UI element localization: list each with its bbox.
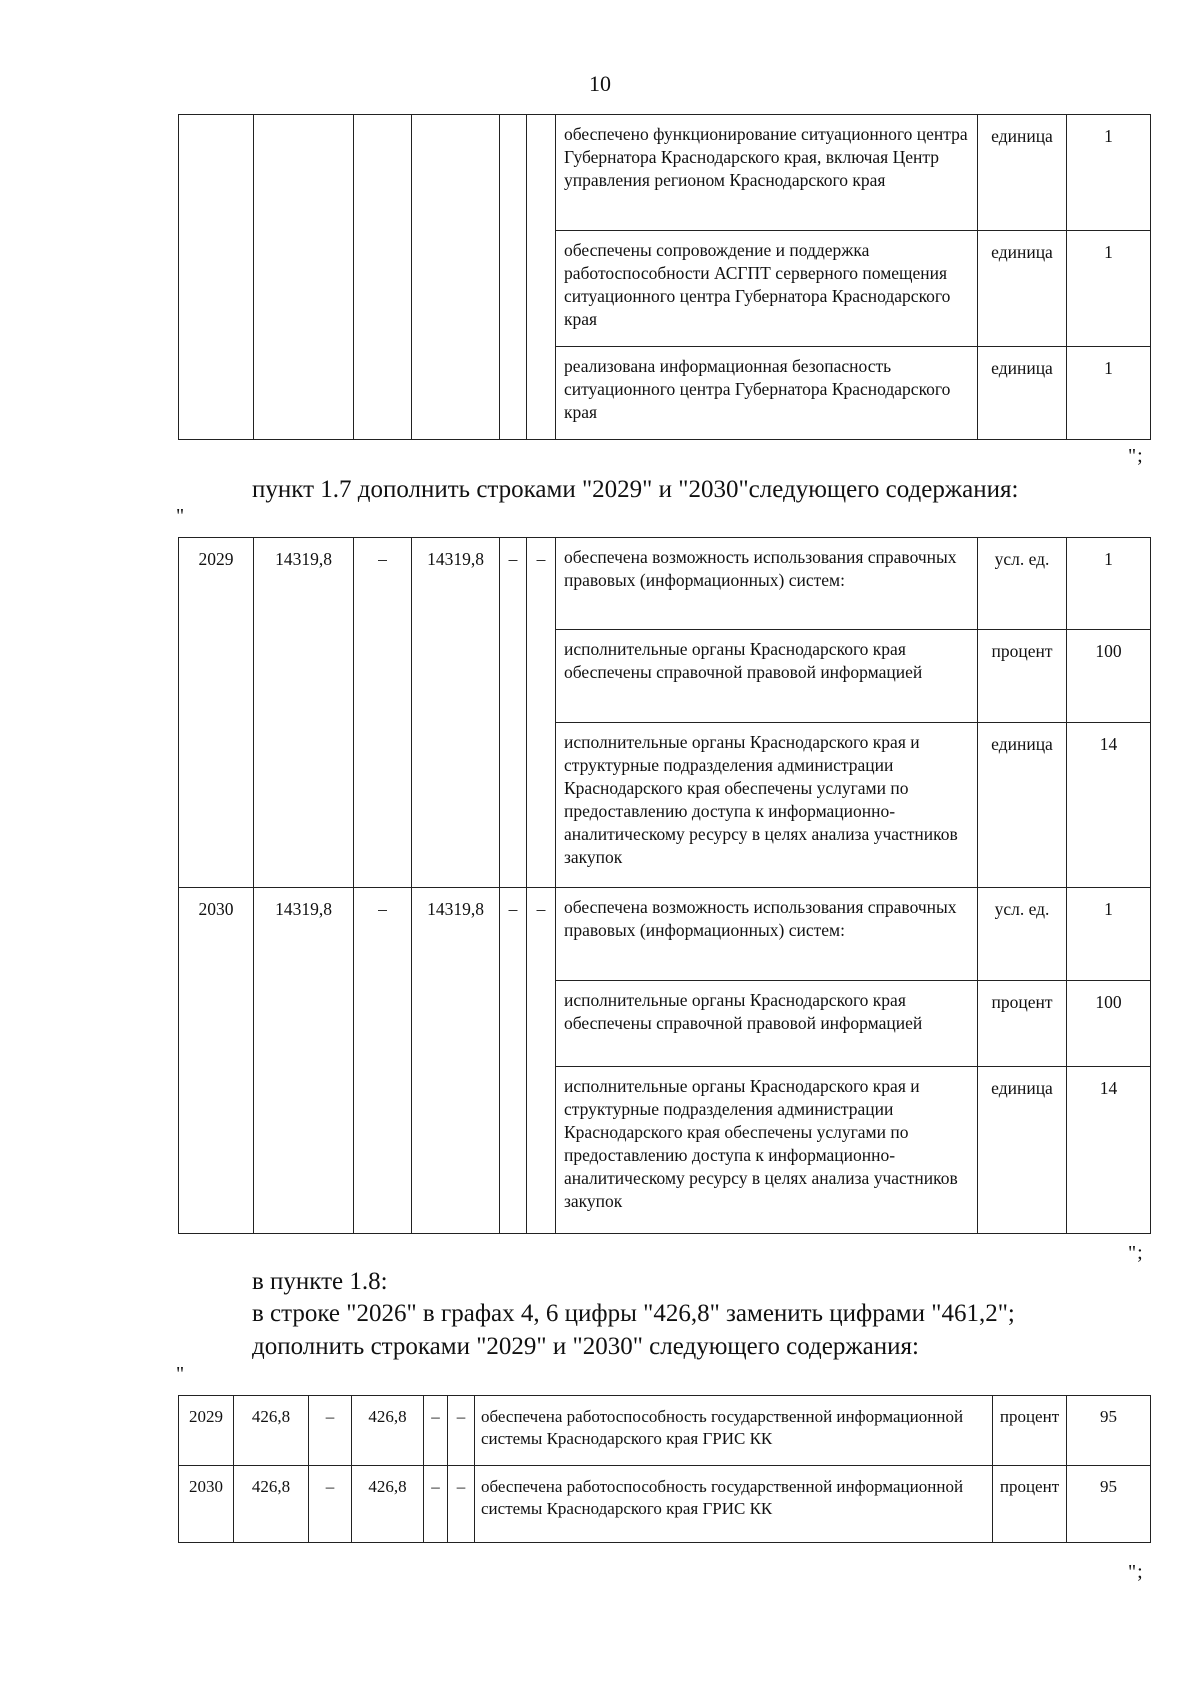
indicator-text: исполнительные органы Краснодарского края и структурные подразделения администрации Краснодарского края обеспечены услугами по предоставлению доступа к информационно-аналитическому ресурсу в целях анализа участников закупок [556,723,978,888]
value-cell: 100 [1067,630,1151,723]
year-cell: 2030 [179,888,254,1234]
unit-cell: усл. ед. [978,888,1067,981]
dash-cell: – [309,1396,352,1466]
section-heading-1-7: пункт 1.7 дополнить строками "2029" и "2030"следующего содержания: [252,476,1019,503]
opening-quote: " [176,1363,185,1385]
indicator-text: исполнительные органы Краснодарского края обеспечены справочной правовой информацией [556,630,978,723]
page-number: 10 [589,71,611,96]
value-cell: 1 [1067,115,1151,231]
dash-cell: – [424,1466,448,1543]
value-cell: 1 [1067,888,1151,981]
value-cell: 95 [1067,1466,1151,1543]
total-cell: 426,8 [234,1466,309,1543]
dash-cell: – [527,538,556,888]
total-cell: 14319,8 [254,888,354,1234]
value-cell: 1 [1067,538,1151,630]
value-cell: 1 [1067,231,1151,347]
indicator-text: обеспечена работоспособность государственной информационной системы Краснодарского края ГРИС КК [475,1396,993,1466]
indicators-table-continued [178,114,1151,440]
unit-cell: единица [978,1067,1067,1234]
amount-cell: 14319,8 [412,538,500,888]
unit-cell: единица [978,231,1067,347]
unit-cell: единица [978,115,1067,231]
amount-cell: 14319,8 [412,888,500,1234]
section-heading-1-8: в пункте 1.8: [252,1268,388,1295]
amount-cell: 426,8 [352,1466,424,1543]
year-cell: 2029 [179,1396,234,1466]
closing-quote: "; [1128,445,1144,467]
indicator-text: обеспечены сопровождение и поддержка работоспособности АСГПТ серверного помещения ситуационного центра Губернатора Краснодарского края [556,231,978,347]
table-row [179,115,1151,231]
closing-quote: "; [1128,1242,1144,1264]
instruction-add-rows: дополнить строками "2029" и "2030" следующего содержания: [252,1333,919,1360]
table-row [179,888,1151,981]
indicator-text: обеспечено функционирование ситуационного центра Губернатора Краснодарского края, включая Центр управления регионом Краснодарского края [556,115,978,231]
table-row [179,1396,1151,1466]
indicator-text: обеспечена возможность использования справочных правовых (информационных) систем: [556,538,978,630]
instruction-replace: в строке "2026" в графах 4, 6 цифры "426,8" заменить цифрами "461,2"; [252,1300,1015,1327]
unit-cell: усл. ед. [978,538,1067,630]
indicator-text: исполнительные органы Краснодарского края обеспечены справочной правовой информацией [556,981,978,1067]
dash-cell: – [354,888,412,1234]
unit-cell: процент [993,1396,1067,1466]
dash-cell: – [527,888,556,1234]
indicator-text: обеспечена возможность использования справочных правовых (информационных) систем: [556,888,978,981]
year-cell: 2030 [179,1466,234,1543]
value-cell: 100 [1067,981,1151,1067]
indicator-text: реализована информационная безопасность ситуационного центра Губернатора Краснодарского края [556,347,978,440]
total-cell: 426,8 [234,1396,309,1466]
indicators-table-1-7 [178,537,1151,1234]
unit-cell: процент [978,981,1067,1067]
unit-cell: процент [978,630,1067,723]
dash-cell: – [309,1466,352,1543]
table-row [179,1466,1151,1543]
dash-cell: – [448,1396,475,1466]
value-cell: 1 [1067,347,1151,440]
value-cell: 14 [1067,723,1151,888]
unit-cell: единица [978,347,1067,440]
dash-cell: – [354,538,412,888]
year-cell: 2029 [179,538,254,888]
dash-cell: – [500,888,527,1234]
table-row [179,538,1151,630]
dash-cell: – [448,1466,475,1543]
amount-cell: 426,8 [352,1396,424,1466]
opening-quote: " [176,505,185,527]
value-cell: 14 [1067,1067,1151,1234]
value-cell: 95 [1067,1396,1151,1466]
unit-cell: единица [978,723,1067,888]
dash-cell: – [424,1396,448,1466]
dash-cell: – [500,538,527,888]
indicator-text: обеспечена работоспособность государственной информационной системы Краснодарского края ГРИС КК [475,1466,993,1543]
indicators-table-1-8 [178,1395,1151,1543]
indicator-text: исполнительные органы Краснодарского края и структурные подразделения администрации Краснодарского края обеспечены услугами по предоставлению доступа к информационно-аналитическому ресурсу в целях анализа участников закупок [556,1067,978,1234]
total-cell: 14319,8 [254,538,354,888]
closing-quote: "; [1128,1561,1144,1583]
unit-cell: процент [993,1466,1067,1543]
